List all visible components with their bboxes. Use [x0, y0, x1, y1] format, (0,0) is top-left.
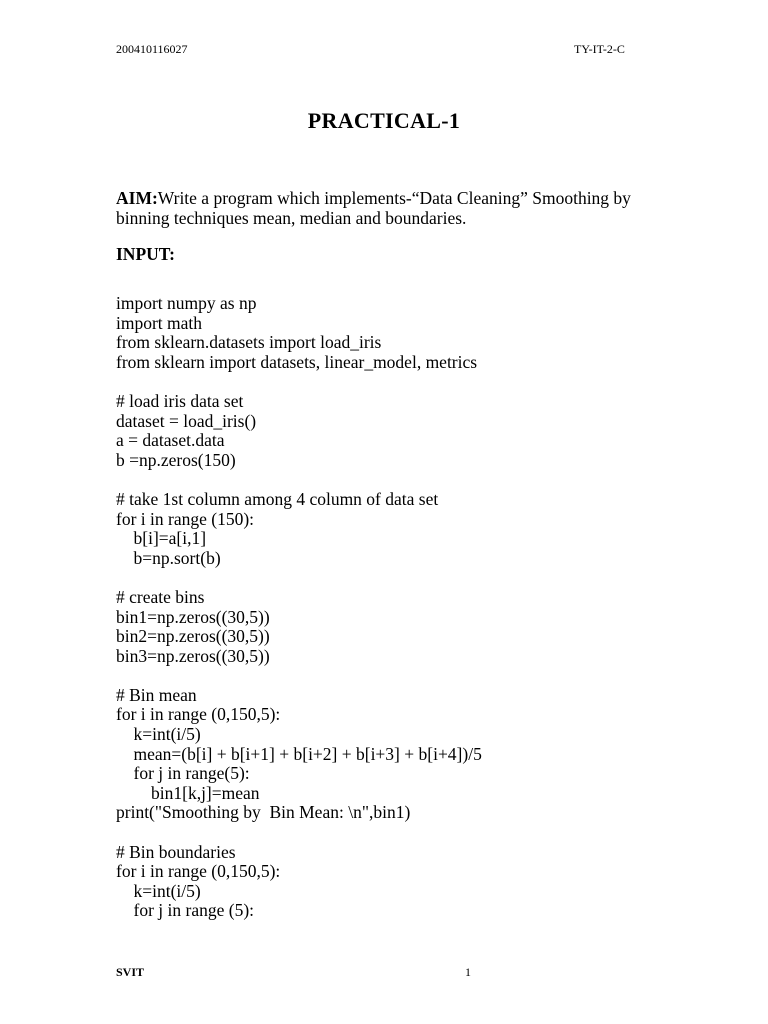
code-line: for j in range(5): [116, 763, 250, 784]
code-line: for i in range (150): [116, 508, 255, 529]
aim-text: Write a program which implements-“Data Cleaning” Smoothing by binning techniques mean, median and boundaries. [116, 188, 631, 228]
page-title: PRACTICAL-1 [307, 108, 461, 133]
code-blank-line [116, 470, 482, 490]
header-enrollment-number: 200410116027 [116, 42, 188, 56]
code-line: bin1[k,j]=mean [116, 782, 260, 803]
code-blank-line [116, 568, 482, 588]
code-line: k=int(i/5) [116, 880, 201, 901]
header-class-code: TY-IT-2-C [574, 42, 625, 56]
code-line: b[i]=a[i,1] [116, 528, 207, 549]
code-line: b=np.sort(b) [116, 547, 221, 568]
code-line: bin1=np.zeros((30,5)) [116, 606, 270, 627]
code-blank-line [116, 372, 482, 392]
code-block [116, 294, 482, 921]
code-line: mean=(b[i] + b[i+1] + b[i+2] + b[i+3] + b[i+4])/5 [116, 743, 482, 764]
input-heading: INPUT: [116, 244, 175, 264]
code-line: for i in range (0,150,5): [116, 704, 281, 725]
aim-label: AIM: [116, 188, 158, 208]
footer-institute: SVIT [116, 965, 145, 979]
code-line: # Bin mean [116, 684, 197, 705]
code-line: bin2=np.zeros((30,5)) [116, 626, 270, 647]
code-line: dataset = load_iris() [116, 410, 257, 431]
code-line: # create bins [116, 586, 205, 607]
code-line: import math [116, 312, 203, 333]
code-line: bin3=np.zeros((30,5)) [116, 645, 270, 666]
code-line: # Bin boundaries [116, 841, 236, 862]
code-line: import numpy as np [116, 293, 257, 313]
code-line: from sklearn.datasets import load_iris [116, 332, 382, 353]
code-line: k=int(i/5) [116, 724, 201, 745]
code-line: # take 1st column among 4 column of data set [116, 488, 439, 509]
code-line: print("Smoothing by Bin Mean: \n",bin1) [116, 802, 411, 823]
code-blank-line [116, 666, 482, 686]
code-blank-line [116, 823, 482, 843]
code-line: for i in range (0,150,5): [116, 861, 281, 882]
code-line: b =np.zeros(150) [116, 449, 236, 470]
footer-page-number: 1 [465, 965, 471, 979]
code-line: a = dataset.data [116, 430, 225, 451]
aim-paragraph [116, 188, 676, 228]
code-line: # load iris data set [116, 390, 244, 411]
code-line: from sklearn import datasets, linear_model, metrics [116, 351, 478, 372]
code-line: for j in range (5): [116, 900, 255, 921]
